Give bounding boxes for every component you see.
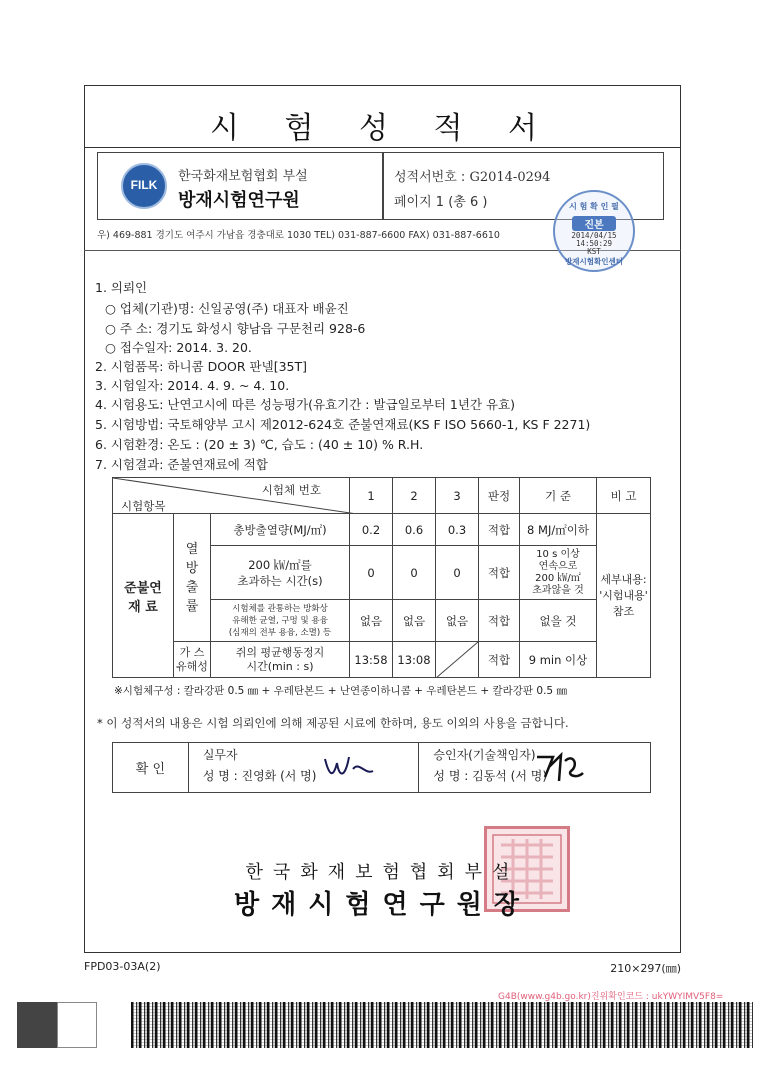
header-spec-2: 2 xyxy=(393,478,436,514)
row3-v2: 없음 xyxy=(393,600,436,642)
verification-stamp xyxy=(553,190,635,272)
row2-judgement: 적합 xyxy=(479,546,520,600)
row3-name: 시험체를 관통하는 방화상 유해한 균열, 구멍 및 용융 (심재의 전부 용융, 소멸) 등 xyxy=(211,600,350,642)
approver-cell xyxy=(419,743,651,793)
item-test-date: 3. 시험일자: 2014. 4. 9. ~ 4. 10. xyxy=(95,378,290,393)
org-address: 우) 469-881 경기도 여주시 가남읍 경충대로 1030 TEL) 031-887-6600 FAX) 031-887-6610 xyxy=(97,230,500,241)
org-name-big: 방재시험연구원 xyxy=(178,190,300,211)
item-test-environment: 6. 시험환경: 온도 : (20 ± 3) ℃, 습도 : (40 ± 10) % R.H. xyxy=(95,437,424,452)
cert-number-line xyxy=(394,166,550,185)
stamp-bottom-text: 방재시험확인센터 xyxy=(565,257,623,266)
title-divider xyxy=(84,147,681,148)
header-spec-1: 1 xyxy=(350,478,393,514)
row2-v1: 0 xyxy=(350,546,393,600)
footer-institute-head: 방재시험연구원장 xyxy=(234,890,531,920)
empty-cell-diagonal xyxy=(436,642,478,678)
cert-number-label: 성적서번호 : xyxy=(394,170,466,185)
row1-v2: 0.6 xyxy=(393,514,436,546)
row3-v3: 없음 xyxy=(436,600,479,642)
header-standard: 기 준 xyxy=(520,478,597,514)
confirm-label: 확 인 xyxy=(113,743,189,793)
2d-barcode-icon xyxy=(131,1002,753,1048)
header-remark: 비 고 xyxy=(597,478,651,514)
item-test-result: 7. 시험결과: 준불연재료에 적합 xyxy=(95,457,268,472)
filk-logo-icon xyxy=(121,163,167,209)
form-code: FPD03-03A(2) xyxy=(84,960,161,973)
header-spec-3: 3 xyxy=(436,478,479,514)
worker-signature-icon xyxy=(319,751,379,785)
paper-size: 210×297(㎜) xyxy=(610,962,681,975)
row1-name: 총방출열량(MJ/㎡) xyxy=(211,514,350,546)
specimen-composition-note: ※시험체구성 : 칼라강판 0.5 ㎜ + 우레탄본드 + 난연종이하니콤 + 우레탄본드 + 칼라강판 0.5 ㎜ xyxy=(114,685,567,697)
category-cell: 준불연 재 료 xyxy=(113,514,174,678)
header-item: 시험항목 xyxy=(121,499,166,513)
row3-standard: 없을 것 xyxy=(520,600,597,642)
results-table xyxy=(112,477,651,678)
row3-v1: 없음 xyxy=(350,600,393,642)
stamp-authentic: 진본 xyxy=(572,216,616,231)
cert-page: 페이지 1 (총 6 ) xyxy=(394,195,488,210)
approver-name: 성 명 : 김동석 (서 명) xyxy=(433,769,548,783)
item-test-purpose: 4. 시험용도: 난연고시에 따른 성능평가(유효기간 : 발급일로부터 1년간 유효) xyxy=(95,397,516,412)
row4-judgement: 적합 xyxy=(479,642,520,678)
row3-judgement: 적합 xyxy=(479,600,520,642)
remark-cell: 세부내용: '시험내용' 참조 xyxy=(597,514,651,678)
row4-v3-empty xyxy=(436,642,479,678)
item-test-product: 2. 시험품목: 하니콤 DOOR 판넬[35T] xyxy=(95,359,307,374)
row1-standard: 8 MJ/㎡이하 xyxy=(520,514,597,546)
authenticity-code: G4B(www.g4b.go.kr)진위확인코드 : ukYWYIMV5F8= xyxy=(498,992,724,1002)
worker-title: 실무자 xyxy=(202,748,238,762)
row4-name: 쥐의 평균행동정지 시간(min : s) xyxy=(211,642,350,678)
row2-v3: 0 xyxy=(436,546,479,600)
row1-v3: 0.3 xyxy=(436,514,479,546)
header-judgement: 판정 xyxy=(479,478,520,514)
heat-release-cell: 열 방 출 률 xyxy=(174,514,211,642)
row4-standard: 9 min 이상 xyxy=(520,642,597,678)
footer-organization: 한국화재보험협회부설 xyxy=(245,862,520,883)
stamp-time: 14:50:29 xyxy=(575,239,613,248)
usage-disclaimer: * 이 성적서의 내용은 시험 의뢰인에 의해 제공된 시료에 한하며, 용도 이외의 사용을 금합니다. xyxy=(97,716,569,730)
approver-signature-icon xyxy=(531,747,587,787)
item-client: 1. 의뢰인 xyxy=(95,280,148,295)
stamp-date: 2014/04/15 xyxy=(571,231,617,240)
worker-cell xyxy=(188,743,419,793)
barcode-marker-icon xyxy=(17,1002,97,1048)
organization-box xyxy=(97,152,383,220)
stamp-zone: KST xyxy=(587,247,601,256)
row4-v1: 13:58 xyxy=(350,642,393,678)
header-specimen: 시험체 번호 xyxy=(261,483,321,497)
stamp-top-text: 시 험 확 인 필 xyxy=(569,202,619,211)
worker-name: 성 명 : 진영화 (서 명) xyxy=(202,769,317,783)
approver-title: 승인자(기술책임자) xyxy=(433,748,536,762)
confirmation-table xyxy=(112,742,651,793)
row2-standard: 10 s 이상 연속으로 200 ㎾/㎡ 초과않을 것 xyxy=(520,546,597,600)
gas-toxicity-cell: 가 스 유해성 xyxy=(174,642,211,678)
table-header-corner xyxy=(113,478,350,514)
row2-v2: 0 xyxy=(393,546,436,600)
row1-judgement: 적합 xyxy=(479,514,520,546)
row2-name: 200 ㎾/㎡를 초과하는 시간(s) xyxy=(211,546,350,600)
logo-text: FILK xyxy=(130,178,158,192)
item-client-company: ○ 업체(기관)명: 신일공영(주) 대표자 배윤진 xyxy=(105,301,349,316)
item-client-address: ○ 주 소: 경기도 화성시 향남읍 구문천리 928-6 xyxy=(105,321,366,336)
org-name-small: 한국화재보험협회 부설 xyxy=(178,169,308,184)
cert-number: G2014-0294 xyxy=(469,170,551,185)
row1-v1: 0.2 xyxy=(350,514,393,546)
item-client-received: ○ 접수일자: 2014. 3. 20. xyxy=(105,340,252,355)
item-test-method: 5. 시험방법: 국토해양부 고시 제2012-624호 준불연재료(KS F ISO 5660-1, KS F 2271) xyxy=(95,417,591,432)
row4-v2: 13:08 xyxy=(393,642,436,678)
page-title: 시 험 성 적 서 xyxy=(209,111,556,146)
